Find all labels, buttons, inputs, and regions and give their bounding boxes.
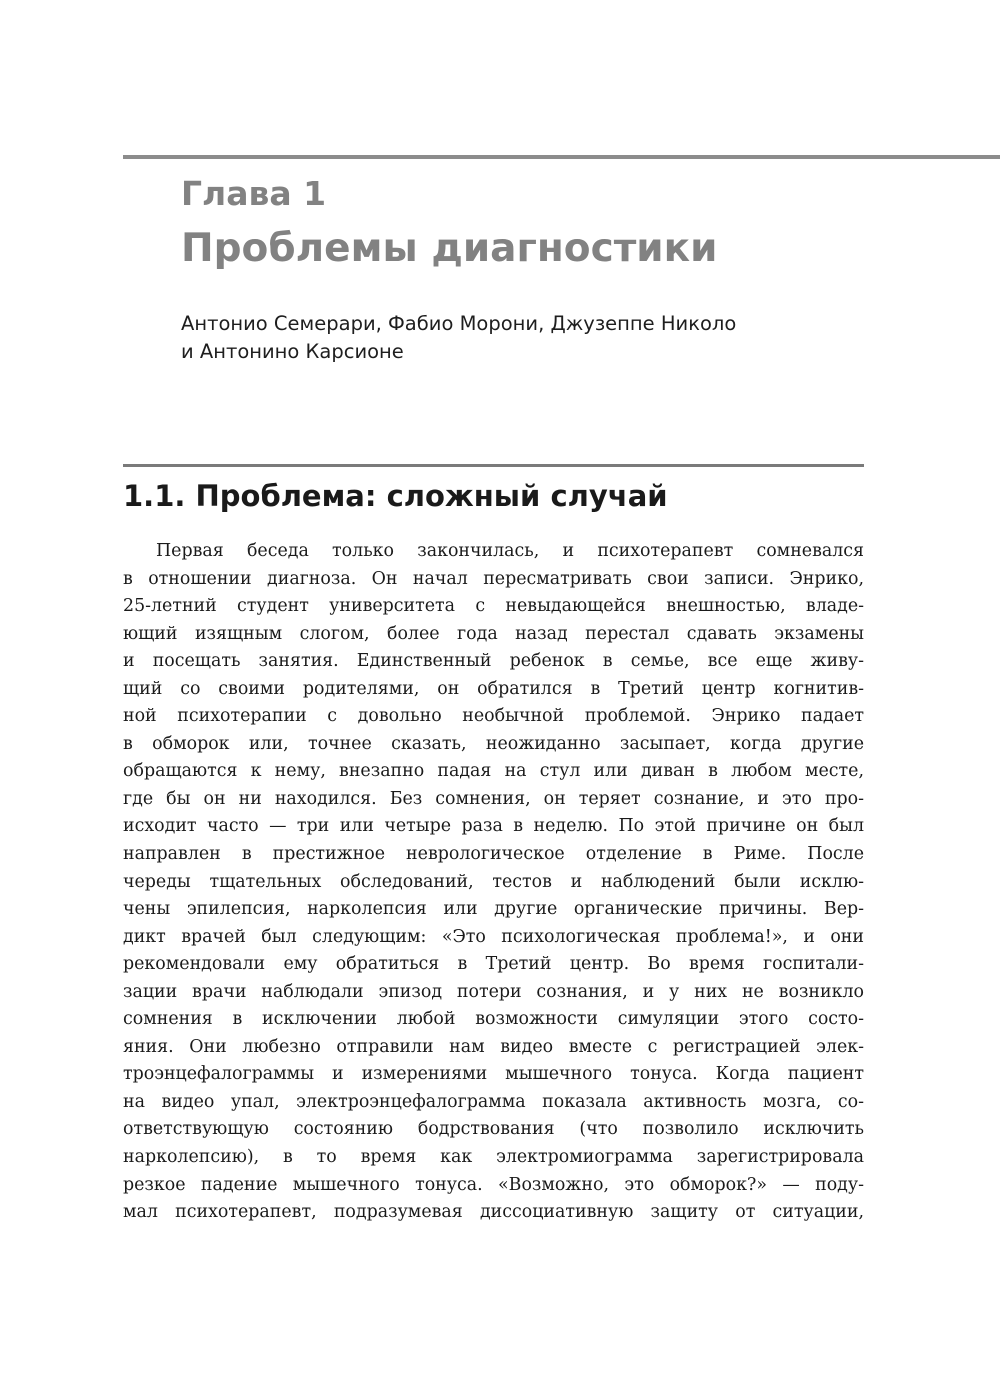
paragraph-line: яния. Они любезно отправили нам видео вместе с регистрацией элек- bbox=[123, 1036, 864, 1057]
paragraph-line: мал психотерапевт, подразумевая диссоциативную защиту от ситуации, bbox=[123, 1202, 864, 1223]
paragraph-line: зации врачи наблюдали эпизод потери сознания, и у них не возникло bbox=[123, 981, 864, 1002]
paragraph-line: исходит часто — три или четыре раза в неделю. По этой причине он был bbox=[123, 816, 864, 837]
paragraph-line: череды тщательных обследований, тестов и наблюдений были исклю- bbox=[123, 871, 864, 892]
chapter-title: Проблемы диагностики bbox=[181, 226, 718, 271]
paragraph-line: ной психотерапии с довольно необычной проблемой. Энрико падает bbox=[123, 706, 864, 727]
section-title: 1.1. Проблема: сложный случай bbox=[123, 479, 668, 513]
paragraph-line: троэнцефалограммы и измерениями мышечного тонуса. Когда пациент bbox=[123, 1064, 864, 1085]
paragraph-line: где бы он ни находился. Без сомнения, он теряет сознание, и это про- bbox=[123, 788, 864, 809]
paragraph-line: щий со своими родителями, он обратился в Третий центр когнитив- bbox=[123, 678, 864, 699]
paragraph-line: ющий изящным слогом, более года назад перестал сдавать экзамены bbox=[123, 623, 864, 644]
paragraph-line: резкое падение мышечного тонуса. «Возможно, это обморок?» — поду- bbox=[123, 1174, 864, 1195]
paragraph-line: чены эпилепсия, нарколепсия или другие органические причины. Вер- bbox=[123, 899, 864, 920]
paragraph-line: Первая беседа только закончилась, и психотерапевт сомневался bbox=[156, 541, 864, 561]
chapter-top-rule bbox=[123, 155, 1000, 159]
paragraph-line: в обморок или, точнее сказать, неожиданно засыпает, когда другие bbox=[123, 733, 864, 754]
body-paragraph bbox=[123, 538, 864, 1227]
paragraph-line: дикт врачей был следующим: «Это психологическая проблема!», и они bbox=[123, 926, 864, 947]
paragraph-line: на видео упал, электроэнцефалограмма показала активность мозга, со- bbox=[123, 1091, 864, 1112]
paragraph-line: рекомендовали ему обратиться в Третий центр. Во время госпитали- bbox=[123, 954, 864, 975]
paragraph-line: в отношении диагноза. Он начал пересматривать свои записи. Энрико, bbox=[123, 568, 864, 589]
paragraph-line: сомнения в исключении любой возможности симуляции этого состо- bbox=[123, 1009, 864, 1030]
paragraph-line: ответствующую состоянию бодрствования (что позволило исключить bbox=[123, 1119, 864, 1140]
paragraph-line: обращаются к нему, внезапно падая на стул или диван в любом месте, bbox=[123, 761, 864, 782]
paragraph-line: и посещать занятия. Единственный ребенок в семье, все еще живу- bbox=[123, 651, 864, 672]
authors-line: и Антонино Карсионе bbox=[181, 340, 404, 363]
section-top-rule bbox=[123, 464, 864, 467]
paragraph-line: 25-летний студент университета с невыдающейся внешностью, владе- bbox=[123, 596, 864, 617]
authors-line: Антонио Семерари, Фабио Морони, Джузеппе Николо bbox=[181, 312, 737, 335]
paragraph-line: направлен в престижное неврологическое отделение в Риме. После bbox=[123, 844, 864, 865]
chapter-authors bbox=[181, 310, 736, 366]
chapter-number: Глава 1 bbox=[181, 174, 327, 213]
paragraph-line: нарколепсию), в то время как электромиограмма зарегистрировала bbox=[123, 1147, 864, 1168]
